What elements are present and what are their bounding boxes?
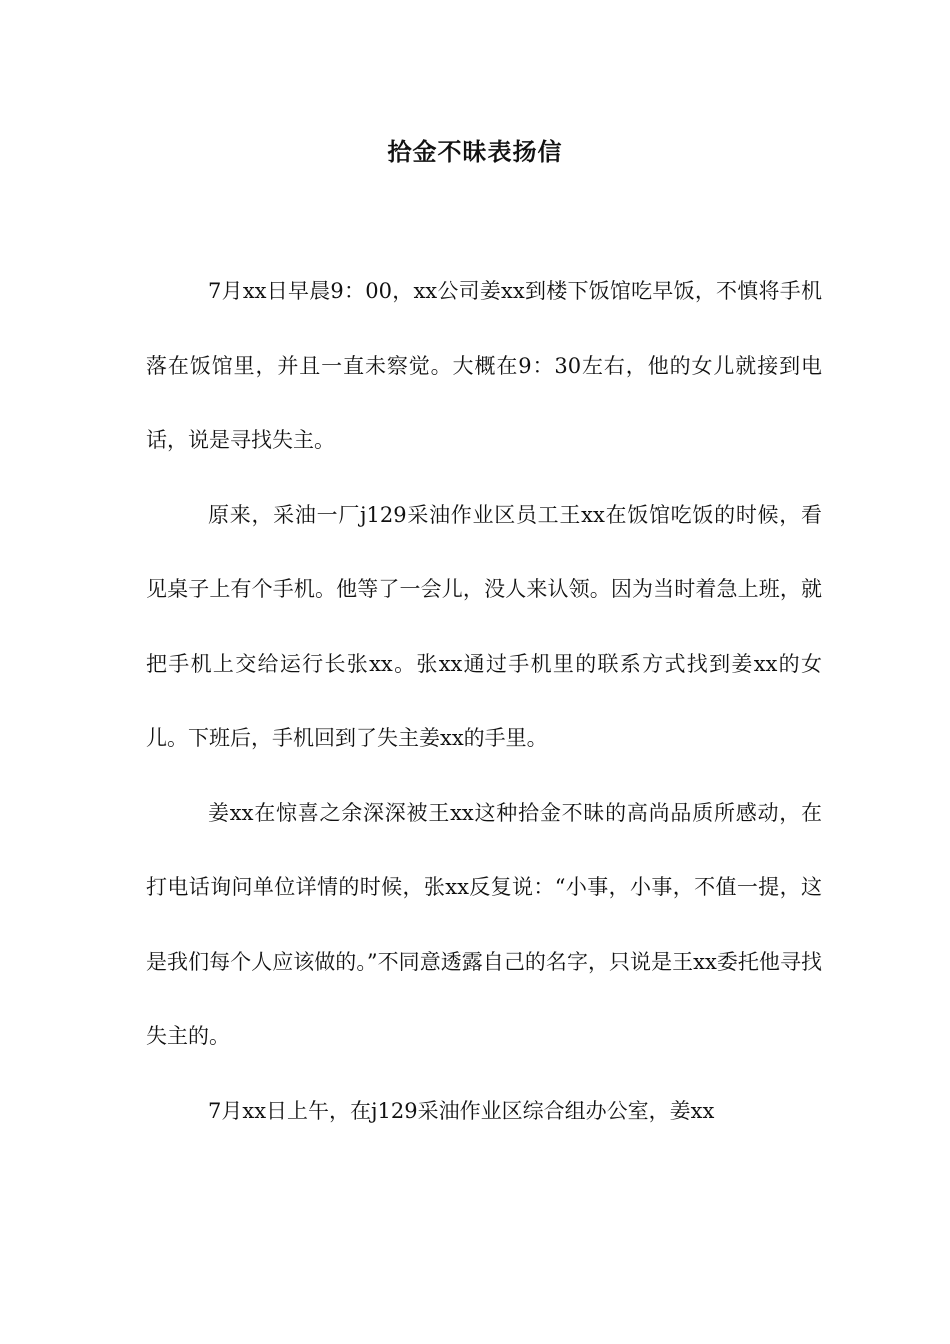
paragraph-4: 7月xx日上午，在j129采油作业区综合组办公室，姜xx <box>208 1098 715 1123</box>
paragraph-1: 7月xx日早晨9：00，xx公司姜xx到楼下饭馆吃早饭，不慎将手机落在饭馆里，并且一直未察觉。大概在9：30左右，他的女儿就接到电话，说是寻找失主。 <box>146 279 822 452</box>
paragraph-2: 原来，采油一厂j129采油作业区员工王xx在饭馆吃饭的时候，看见桌子上有个手机。他等了一会儿，没人来认领。因为当时着急上班，就把手机上交给运行长张xx。张xx通过手机里的联系方式找到姜xx的女儿。下班后，手机回到了失主姜xx的手里。 <box>146 502 822 750</box>
document-body <box>146 254 822 1148</box>
paragraph-3: 姜xx在惊喜之余深深被王xx这种拾金不昧的高尚品质所感动，在打电话询问单位详情的时候，张xx反复说：“小事，小事，不值一提，这是我们每个人应该做的。”不同意透露自己的名字，只说是王xx委托他寻找失主的。 <box>146 800 822 1048</box>
document-title: 拾金不昧表扬信 <box>387 138 563 166</box>
